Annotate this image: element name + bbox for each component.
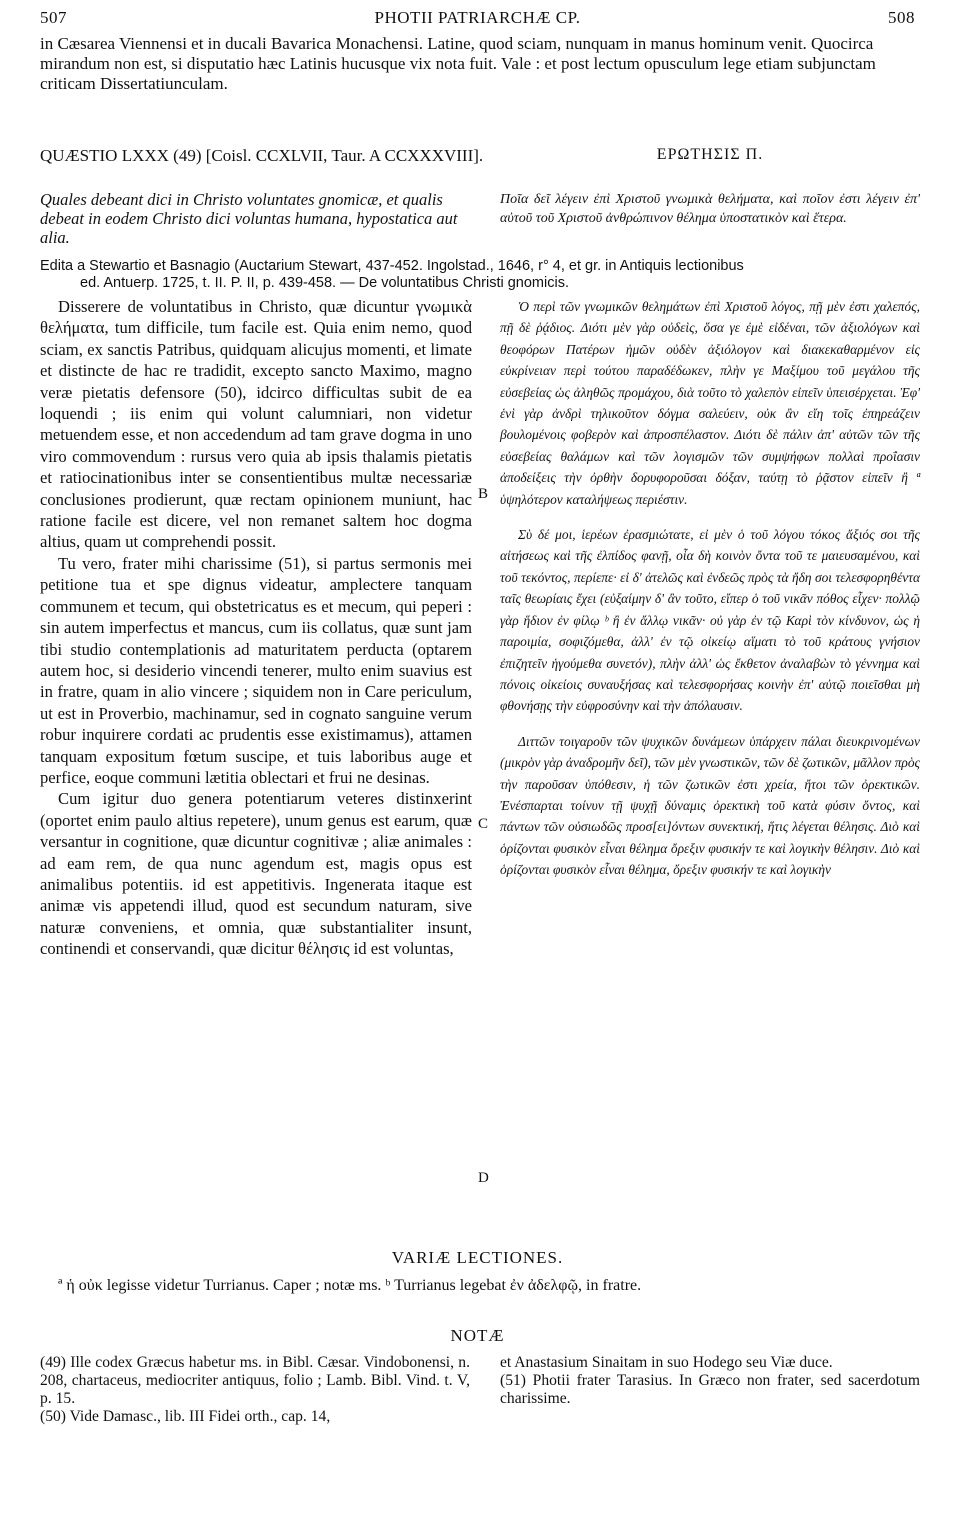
running-title: PHOTII PATRIARCHÆ CP.	[374, 8, 581, 27]
question-heading-latin: QUÆSTIO LXXX (49) [Coisl. CCXLVII, Taur. A CCXXXVIII].	[40, 146, 484, 165]
edition-note-line-2: ed. Antuerp. 1725, t. II. P. II, p. 439-458. — De voluntatibus Christi gnomicis.	[80, 275, 569, 291]
greek-column	[500, 296, 920, 881]
margin-mark-b: B	[478, 486, 489, 502]
question-title-greek: Ποῖα δεῖ λέγειν ἐπὶ Χριστοῦ γνωμικὰ θελήματα, καὶ ποῖον ἐστι λέγειν ἐπ' αὐτοῦ τοῦ Χριστοῦ ἀνθρώπινον θέλημα ὑποστατικὸν καὶ ἕτερα.	[500, 192, 920, 226]
footnotes-left	[40, 1354, 470, 1426]
footnote-51: (51) Photii frater Tarasius. In Græco non frater, sed sacerdotum charissime.	[500, 1372, 920, 1407]
greek-paragraph-3: Διττῶν τοιγαροῦν τῶν ψυχικῶν δυνάμεων ὑπάρχειν πάλαι διευκρινομένων (μικρὸν γὰρ ἀναδρομῆν δεῖ), τῶν μὲν γνωστικῶν, τῶν δὲ ζωτικῶν, μᾶλλον πρὸς τὴν παροῦσαν ὑπόθεσιν, ἡ τῶν ζωτικῶν ἐστι χρεία, ἤτοι τῶν ὀρεκτικῶν. Ἐνέσπαρται τοίνυν τῇ ψυχῇ δύναμις ὀρεκτικὴ τοῦ κατὰ φύσιν ὄντος, καὶ πάντων τῶν οὐσιωδῶς προσ[ει]όντων συνεκτική, ἥτις λέγεται θέλησις. Διὸ καὶ ὁρίζονται φυσικὸν εἶναι θέλημα ὄρεξιν φυσικήν τε καὶ λογικὴν θέλησιν. Διὸ καὶ ὁρίζονται φυσικὸν εἶναι θέλημα, ὄρεξιν φυσικήν τε καὶ λογικὴν	[500, 733, 920, 878]
latin-paragraph-3: Cum igitur duo genera potentiarum veteres distinxerint (oportet enim paulo altius repetere), unum genus est earum, quæ versantur in cognitione, quæ dicuntur cognitivæ ; aliæ animales : ad eam rem, de qua nunc agendum est, magis opus est animalibus potentiis. id est appetitivis. Ingenerata itaque est animæ vis appetendi illud, quod est secundum naturam, sive naturæ conveniens, et omnia, quæ substantialiter insunt, continendi et conservandi, quæ dicitur θέλησις id est voluntas,	[40, 789, 472, 959]
greek-paragraph-2: Σὺ δέ μοι, ἱερέων ἐρασμιώτατε, εἰ μὲν ὁ τοῦ λόγου τόκος ἄξιός σοι τῆς αἰτήσεως καὶ τῆς ἐλπίδος φανῇ, οἷα δὴ κοινὸν ὄντα τοῦ τε μαιευσαμένου, καὶ τοῦ τεκόντος, περίεπε· εἰ δ' ἀτελῶς καὶ ἐνδεῶς πρὸς τὰ ἤδη σοι τελεσφορηθέντα ταῖς θεωρίαις ἔχει (εὐξαίμην δ' ἂν τοῦτο, εἴπερ ὁ τοῦ νικᾶν πόθος εἶχεν· πολλῷ γὰρ ἥδιον ἐν φίλῳ ᵇ ἢ ἐν ἄλλῳ νικᾶν· οὐ γὰρ ἐν τῷ Καρὶ τὸν κίνδυνον, ὡς ἡ παροιμία, σοφιζόμεθα, ἀλλ' ἐν τῷ οἰκείῳ αἵματι τὸ τοῦ κράτους γνήσιον ἐπιζητεῖν ἡγούμεθα συνετόν), πλὴν ἀλλ' ὡς ἔκθετον ἀναλαβὼν τὸ γέννημα καὶ πόνοις οἰκείοις συναυξήσας καὶ τελεσφορήσας κοινὴν ἐπ' αὐτῷ ποιεῖσθαι μὴ φθονήσῃς τὴν εὐφροσύνην καὶ τὴν ἀπόλαυσιν.	[500, 527, 920, 714]
footnote-50: (50) Vide Damasc., lib. III Fidei orth., cap. 14,	[40, 1408, 331, 1425]
latin-column	[40, 296, 472, 960]
margin-mark-d: D	[478, 1170, 489, 1186]
question-heading-greek: ΕΡΩΤΗΣΙΣ Π.	[656, 146, 764, 163]
intro-text	[40, 34, 920, 94]
right-page-number: 508	[888, 8, 915, 27]
margin-mark-c: C	[478, 816, 489, 832]
footnote-49: (49) Ille codex Græcus habetur ms. in Bibl. Cæsar. Vindobonensi, n. 208, chartaceus, mediocriter antiquus, folio ; Lamb. Bibl. Vind. t. V, p. 15.	[40, 1354, 470, 1407]
edition-note-line-1: Edita a Stewartio et Basnagio (Auctarium Stewart, 437-452. Ingolstad., 1646, r° 4, et gr. in Antiquis lectionibus	[40, 258, 744, 274]
latin-paragraph-1: Disserere de voluntatibus in Christo, quæ dicuntur γνωμικὰ θελήματα, tum difficile, tum facile est. Quia enim nemo, quod sciam, ex sanctis Patribus, quidquam alicujus momenti, et limate et distincte de hac re tradidit, excepto sancto Maximo, magno veræ pietatis defensore (50), idcirco difficultas subit de ea loquendi ; iis enim qui volunt calumniari, non videtur metuendem esse, et non accedendum ad tam grave dogma in uno viro commovendum : rursus vero quia ab ipsis thalamis pietatis et ratiocinationibus inter se consentientibus multæ necessariæ conclusiones prodierunt, quæ rectam opinionem muniunt, hac ratione facile est dicere, vel non remanet saltem hoc dogma altius, quam ut comprehendi possit.	[40, 297, 472, 552]
left-page-number: 507	[40, 8, 67, 27]
footnotes-right	[500, 1354, 920, 1408]
notae-heading: NOTÆ	[450, 1326, 505, 1345]
variae-lectiones-text: ª ἡ οὐκ legisse videtur Turrianus. Caper ; notæ ms. ᵇ Turrianus legebat ἐν ἀδελφῷ, in fratre.	[58, 1277, 642, 1294]
variae-lectiones-heading: VARIÆ LECTIONES.	[391, 1248, 564, 1267]
edition-note	[40, 258, 920, 292]
question-title-latin: Quales debeant dici in Christo voluntates gnomicæ, et qualis debeat in eodem Christo dici voluntas humana, hypostatica aut alia.	[40, 190, 458, 247]
footnote-50-continued: et Anastasium Sinaitam in suo Hodego seu Viæ duce.	[500, 1354, 833, 1371]
latin-paragraph-2: Tu vero, frater mihi charissime (51), si partus sermonis mei petitione tua et spe dignus videatur, amplectere tanquam communem et tecum, qui obstetricatus es et mecum, qui peperi : sin autem imperfectus et mancus, cum iis collatus, quæ sunt jam tibi studio contemplationis ad maturitatem perducta (optarem autem hoc, si desiderio vincendi tenerer, multo enim suavius est in fratre, quam in alio vincere ; siquidem non in Care periculum, ut est in Proverbio, machinamur, sed in cognato sanguine verum robur inquirere cordati ac prudentis esse existimamus), attamen tanquam expositum fœtum suscipe, et tuis laboribus auge et perfice, eoque communi lætitia oblectari et frui ne desinas.	[40, 553, 472, 787]
greek-paragraph-1: Ὁ περὶ τῶν γνωμικῶν θελημάτων ἐπὶ Χριστοῦ λόγος, πῇ μὲν ἐστι χαλεπός, πῇ δὲ ῥᾴδιος. Διότι μὲν γὰρ οὐδεὶς, ὅσα γε ἐμὲ εἰδέναι, τῶν ἀξιολόγων καὶ θεοφόρων Πατέρων ἡμῶν οὐδὲν ἀξιόλογον καὶ διακεκαθαρμένον εἰς εὐκρίνειαν περὶ τούτου παραδέδωκεν, πλὴν γε Μαξίμου τοῦ μεγάλου τῆς εὐσεβείας ὡς ἀληθῶς προμάχου, διὰ τοῦτο τὸ χαλεπὸν εἰπεῖν ὑπεισέρχεται. Ἐφ' ἑνὶ γὰρ ἀνδρὶ τηλικοῦτον δόγμα σαλεύειν, οὐκ ἂν εἴη τοῖς ἐπηρεάζειν βουλομένοις φοβερὸν καὶ ἀπροσπέλαστον. Διότι δὲ πάλιν ἀπ' αὐτῶν τῶν τῆς εὐσεβείας θαλάμων καὶ τῶν λογισμῶν τῶν συμψήφων πολλαὶ προΐασιν ἀποδείξεις τὴν ὀρθὴν δορυφοροῦσαι δόξαν, ταύτῃ τὸ ῥᾷστον εἰπεῖν ἢ ª ὑψηλότερον καταλήψεως περιέστιν.	[500, 299, 920, 507]
page-header	[40, 8, 915, 30]
intro-paragraph: in Cæsarea Viennensi et in ducali Bavarica Monachensi. Latine, quod sciam, nunquam in manus hominum venit. Quocirca mirandum non est, si disputatio hæc Latinis hucusque vix nota fuit. Vale : et post lectum opusculum lege etiam subjunctam criticam Dissertatiunculam.	[40, 34, 876, 93]
